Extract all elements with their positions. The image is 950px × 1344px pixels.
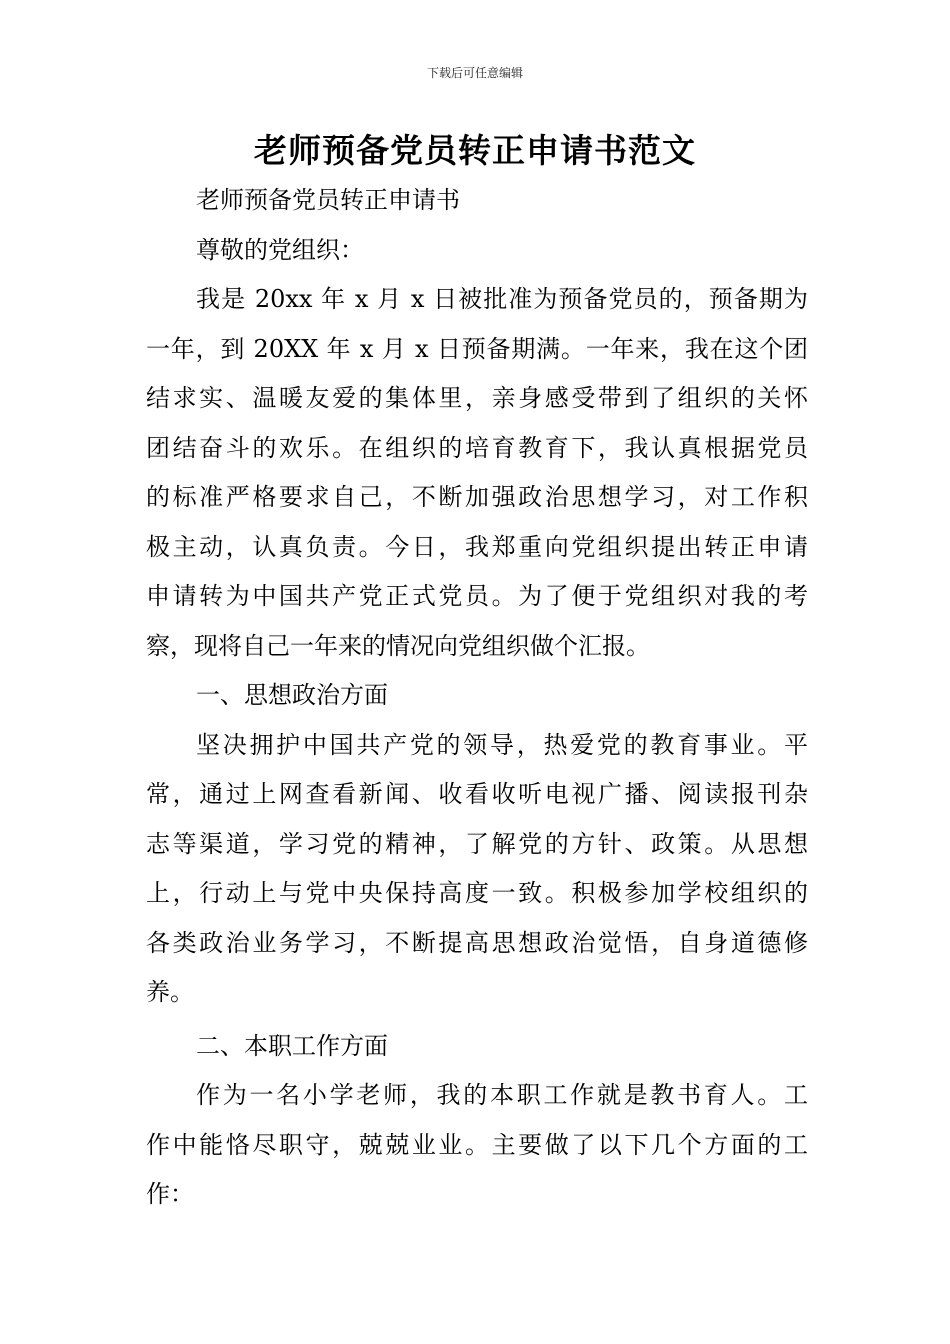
section-heading-1: 一、思想政治方面 (196, 681, 388, 709)
paragraph-line: 申请转为中国共产党正式党员。为了便于党组织对我的考 (146, 582, 808, 610)
paragraph-line: 作中能恪尽职守，兢兢业业。主要做了以下几个方面的工 (146, 1130, 808, 1159)
subtitle: 老师预备党员转正申请书 (196, 186, 460, 214)
paragraph-line: 志等渠道，学习党的精神，了解党的方针、政策。从思想 (146, 829, 808, 858)
document-body (146, 176, 808, 1220)
paragraph-line: 团结奋斗的欢乐。在组织的培育教育下，我认真根据党员 (146, 433, 808, 462)
paragraph-line: 极主动，认真负责。今日，我郑重向党组织提出转正申请 (146, 532, 808, 561)
paragraph-line: 一年，到 20XX 年 x 月 x 日预备期满。一年来，我在这个团 (146, 334, 808, 363)
paragraph-line: 结求实、温暖友爱的集体里，亲身感受带到了组织的关怀 (146, 384, 808, 412)
paragraph-line: 养。 (146, 978, 194, 1006)
paragraph-1 (146, 275, 808, 671)
paragraph-line: 我是 20xx 年 x 月 x 日被批准为预备党员的，预备期为 (196, 285, 808, 313)
paragraph-3 (146, 1071, 808, 1220)
paragraph-line: 察，现将自己一年来的情况向党组织做个汇报。 (146, 631, 650, 660)
paragraph-line: 的标准严格要求自己，不断加强政治思想学习，对工作积 (146, 483, 808, 511)
paragraph-line: 各类政治业务学习，不断提高思想政治觉悟，自身道德修 (146, 928, 808, 957)
section-heading-2: 二、本职工作方面 (196, 1031, 388, 1060)
header-note: 下载后可任意编辑 (426, 66, 523, 80)
paragraph-line: 常，通过上网查看新闻、收看收听电视广播、阅读报刊杂 (146, 780, 808, 808)
paragraph-line: 作： (146, 1180, 194, 1208)
paragraph-2 (146, 721, 808, 1018)
salutation: 尊敬的党组织： (196, 235, 364, 264)
paragraph-line: 上，行动上与党中央保持高度一致。积极参加学校组织的 (146, 879, 808, 907)
paragraph-line: 坚决拥护中国共产党的领导，热爱党的教育事业。平 (196, 730, 808, 759)
document-title: 老师预备党员转正申请书范文 (254, 131, 696, 170)
paragraph-line: 作为一名小学老师，我的本职工作就是教书育人。工 (196, 1081, 808, 1109)
